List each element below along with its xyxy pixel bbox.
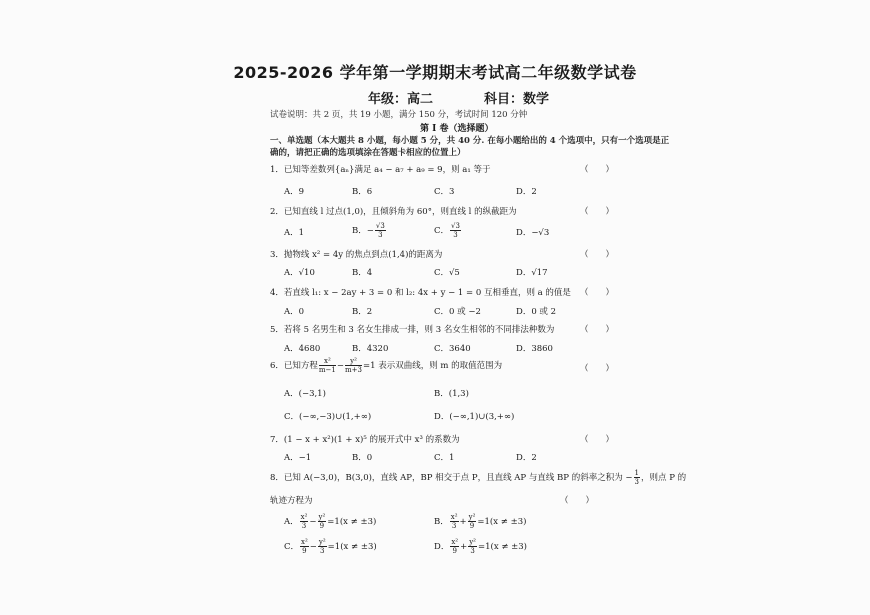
q2-option-a: A．1 <box>284 228 305 238</box>
q1-option-b: B．6 <box>352 187 373 197</box>
question-5-stem: 5．若将 5 名男生和 3 名女生排成一排，则 3 名女生相邻的不同排法种数为 <box>270 325 555 335</box>
q3-option-d: D．√17 <box>516 268 548 278</box>
question-1-stem: 1．已知等差数列{aₙ}满足 a₄ − a₇ + a₉ = 9，则 a₁ 等于 <box>270 165 491 175</box>
question-2-stem: 2．已知直线 l 过点(1,0)，且倾斜角为 60°，则直线 l 的纵截距为 <box>270 207 517 217</box>
answer-paren-8: （ ） <box>560 496 595 506</box>
question-4-stem: 4．若直线 l₁: x − 2ay + 3 = 0 和 l₂: 4x + y − 1 = 0 互相垂直，则 a 的值是 <box>270 288 571 298</box>
answer-paren-7: （ ） <box>580 435 615 445</box>
part-heading: 第 I 卷（选择题） <box>420 124 494 134</box>
exam-title: 2025-2026 学年第一学期期末考试高二年级数学试卷 <box>233 63 637 82</box>
q2-option-b: B．− $\frac{√3}{3}$ <box>352 222 385 239</box>
answer-paren-6: （ ） <box>580 364 615 374</box>
answer-paren-5: （ ） <box>580 325 615 335</box>
q7-option-a: A．−1 <box>284 453 312 463</box>
section-line-2: 确的，请把正确的选项填涂在答题卡相应的位置上） <box>270 148 466 158</box>
q4-option-a: A．0 <box>284 307 305 317</box>
grade-label: 年级：高二 <box>368 92 434 107</box>
q8-option-b: B． $\frac{\text{x²}}{3}$ + $\frac{\text{y²}}{9}$ =1(x ≠ ±3) <box>434 513 527 530</box>
q8-option-a: A． $\frac{\text{x²}}{3}$ − $\frac{\text{y²}}{9}$ =1(x ≠ ±3) <box>284 513 377 530</box>
q5-option-d: D．3860 <box>516 344 553 354</box>
question-6-stem: 6．已知方程 $\frac{\text{x²}}{m-1}$ − $\frac{\text{y²}}{m+3}$ =1 表示双曲线，则 m 的取值范围为 <box>270 357 503 374</box>
question-8-stem-line-2: 轨迹方程为 <box>270 496 313 506</box>
q6-option-b: B．(1,3) <box>434 389 469 399</box>
question-7-stem: 7．(1 − x + x²)(1 + x)⁵ 的展开式中 x³ 的系数为 <box>270 435 460 445</box>
q1-option-c: C．3 <box>434 187 455 197</box>
question-3-stem: 3．抛物线 x² = 4y 的焦点到点(1,4)的距离为 <box>270 250 443 260</box>
q2-option-d: D．−√3 <box>516 228 550 238</box>
q4-option-d: D．0 或 2 <box>516 307 557 317</box>
q1-option-d: D．2 <box>516 187 537 197</box>
subject-label: 科目：数学 <box>484 92 550 107</box>
q7-option-d: D．2 <box>516 453 537 463</box>
q1-option-a: A．9 <box>284 187 305 197</box>
q6-option-a: A．(−3,1) <box>284 389 326 399</box>
q5-option-a: A．4680 <box>284 344 321 354</box>
q3-option-b: B．4 <box>352 268 373 278</box>
answer-paren-2: （ ） <box>580 207 615 217</box>
question-8-stem: 8．已知 A(−3,0)，B(3,0)，直线 AP，BP 相交于点 P，且直线 AP 与直线 BP 的斜率之积为 − $\frac{1}{3}$ ，则点 P 的 <box>270 469 687 486</box>
section-line-1: 一、单选题（本大题共 8 小题，每小题 5 分，共 40 分. 在每小题给出的 4 个选项中，只有一个选项是正 <box>270 136 670 146</box>
q4-option-b: B．2 <box>352 307 373 317</box>
q5-option-b: B．4320 <box>352 344 389 354</box>
answer-paren-4: （ ） <box>580 288 615 298</box>
answer-paren-3: （ ） <box>580 250 615 260</box>
q8-option-c: C． $\frac{\text{x²}}{9}$ − $\frac{\text{y²}}{3}$ =1(x ≠ ±3) <box>284 538 377 555</box>
q6-option-c: C．(−∞,−3)∪(1,+∞) <box>284 412 372 422</box>
q4-option-c: C．0 或 −2 <box>434 307 481 317</box>
q6-option-d: D．(−∞,1)∪(3,+∞) <box>434 412 515 422</box>
instructions: 试卷说明：共 2 页，共 19 小题，满分 150 分，考试时间 120 分钟 <box>270 110 528 120</box>
q2-option-c: C． $\frac{√3}{3}$ <box>434 222 460 239</box>
q8-option-d: D． $\frac{\text{x²}}{9}$ + $\frac{\text{y²}}{3}$ =1(x ≠ ±3) <box>434 538 527 555</box>
q7-option-c: C．1 <box>434 453 455 463</box>
q3-option-a: A．√10 <box>284 268 315 278</box>
q7-option-b: B．0 <box>352 453 373 463</box>
answer-paren-1: （ ） <box>580 165 615 175</box>
q5-option-c: C．3640 <box>434 344 471 354</box>
q3-option-c: C．√5 <box>434 268 460 278</box>
